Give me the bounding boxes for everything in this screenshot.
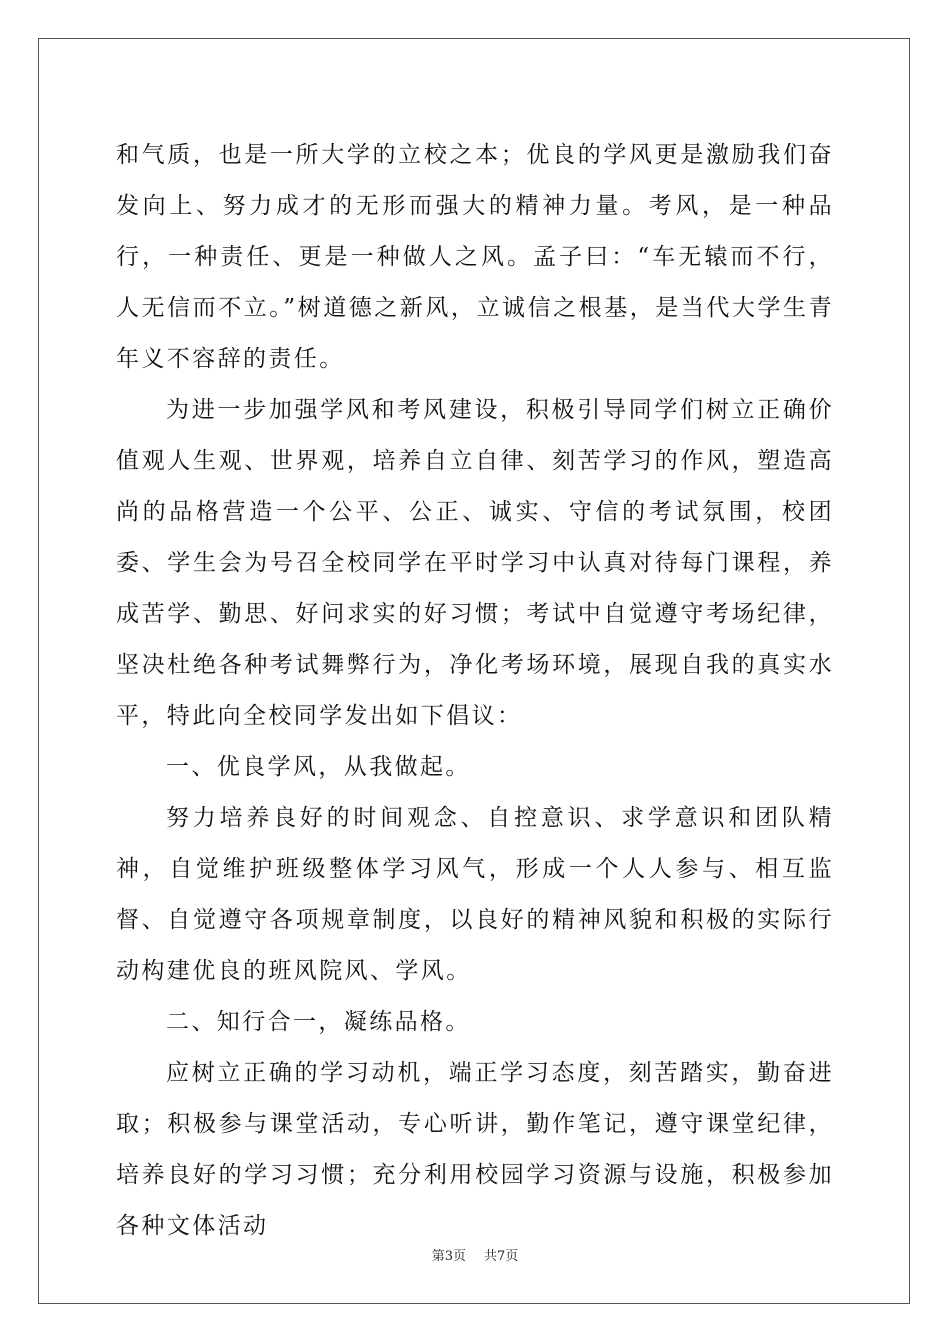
page-number-total: 共7页	[484, 1249, 519, 1264]
page-footer	[0, 1245, 950, 1264]
paragraph-1: 和气质，也是一所大学的立校之本；优良的学风更是激励我们奋发向上、努力成才的无形而强大的精神力量。考风，是一种品行，一种责任、更是一种做人之风。孟子曰：“车无辕而不行，人无信而不立。”树道德之新风，立诚信之根基，是当代大学生青年义不容辞的责任。	[116, 142, 834, 372]
section-heading-2: 二、知行合一，凝练品格。	[166, 1009, 471, 1035]
paragraph-4: 应树立正确的学习动机，端正学习态度，刻苦踏实，勤奋进取；积极参与课堂活动，专心听讲，勤作笔记，遵守课堂纪律，培养良好的学习习惯；充分利用校园学习资源与设施，积极参加各种文体活动	[116, 1060, 834, 1239]
document-body	[116, 130, 834, 1252]
paragraph-3: 努力培养良好的时间观念、自控意识、求学意识和团队精神，自觉维护班级整体学习风气，形成一个人人参与、相互监督、自觉遵守各项规章制度，以良好的精神风貌和积极的实际行动构建优良的班风院风、学风。	[116, 805, 834, 984]
page-number-current: 第3页	[431, 1249, 466, 1264]
paragraph-2: 为进一步加强学风和考风建设，积极引导同学们树立正确价值观人生观、世界观，培养自立自律、刻苦学习的作风，塑造高尚的品格营造一个公平、公正、诚实、守信的考试氛围，校团委、学生会为号召全校同学在平时学习中认真对待每门课程，养成苦学、勤思、好问求实的好习惯；考试中自觉遵守考场纪律，坚决杜绝各种考试舞弊行为，净化考场环境，展现自我的真实水平，特此向全校同学发出如下倡议：	[116, 397, 834, 729]
section-heading-1: 一、优良学风，从我做起。	[166, 754, 471, 780]
